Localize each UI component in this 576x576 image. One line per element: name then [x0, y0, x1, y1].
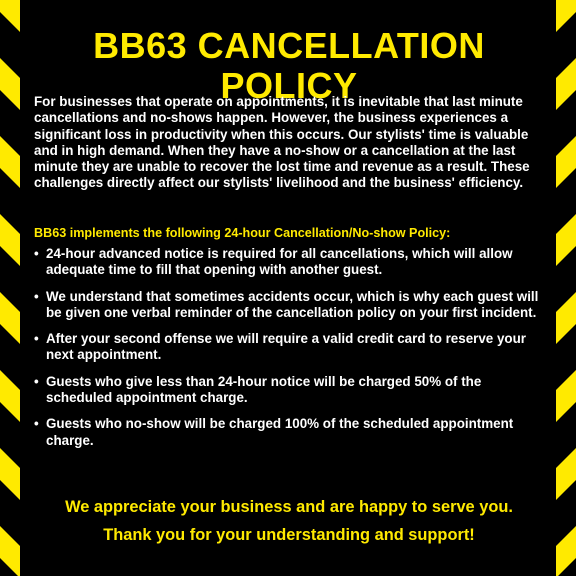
policy-bullet-text: Guests who no-show will be charged 100% of the scheduled appointment charge.: [46, 416, 514, 448]
policy-bullet-text: Guests who give less than 24-hour notice will be charged 50% of the scheduled appointment charge.: [46, 373, 482, 406]
policy-bullet-text: After your second offense we will require a valid credit card to reserve your next appointment.: [46, 331, 526, 363]
closing-appreciation-line: We appreciate your business and are happy to serve you.: [65, 498, 513, 516]
policy-bullet-item: [34, 246, 544, 279]
policy-bullet-item: [34, 416, 544, 449]
intro-paragraph: For businesses that operate on appointments, it is inevitable that last minute cancellations and no-shows happen. However, the business experiences a significant loss in productivity when this occurs. Our stylists' time is valuable and in high demand. When they have a no-show or a cancellation at the last minute they are unable to recover the lost time and revenue as a result. These challenges directly affect our stylists' livelihood and the business' efficiency.: [34, 94, 530, 191]
page-title: BB63 CANCELLATION POLICY: [93, 25, 485, 106]
bullet-dot: •: [34, 373, 39, 389]
policy-heading: BB63 implements the following 24-hour Cancellation/No-show Policy:: [34, 226, 451, 240]
policy-bullet-text: We understand that sometimes accidents occur, which is why each guest will be given one verbal reminder of the cancellation policy on your first incident.: [46, 288, 539, 320]
policy-bullet-text: 24-hour advanced notice is required for all cancellations, which will allow adequate time to fill that opening with another guest.: [46, 246, 513, 278]
bullet-dot: •: [34, 331, 39, 347]
right-hazard-stripe-border: [556, 0, 576, 576]
bullet-dot: •: [34, 288, 39, 304]
policy-bullet-item: [34, 374, 544, 407]
left-hazard-stripe-border: [0, 0, 20, 576]
bullet-dot: •: [34, 246, 39, 261]
closing-thanks-line: Thank you for your understanding and support!: [103, 526, 475, 544]
policy-bullet-item: [34, 289, 544, 322]
policy-bullet-list: [34, 246, 544, 459]
bullet-dot: •: [34, 416, 39, 432]
policy-bullet-item: [34, 331, 544, 364]
policy-content: [34, 0, 544, 576]
